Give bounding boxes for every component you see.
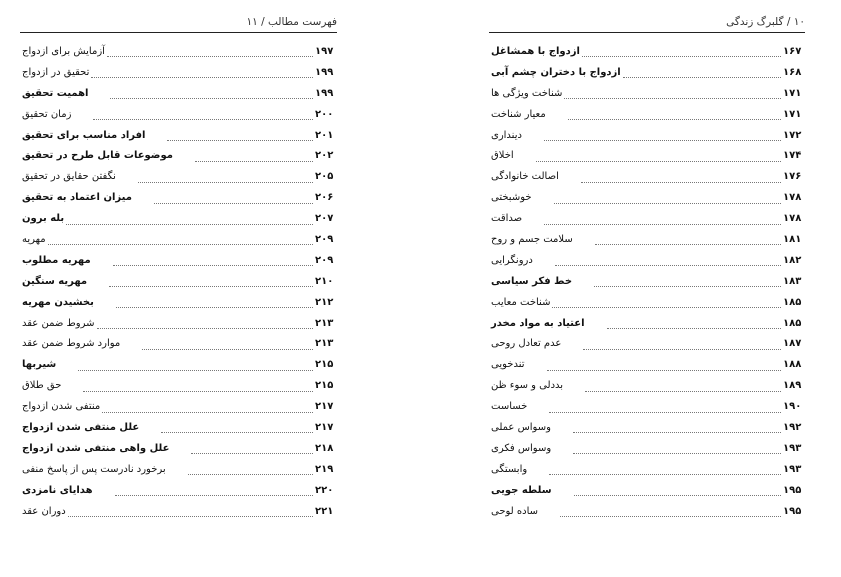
toc-entry-title: وسواس عملی [491,422,551,434]
toc-page-number: ۱۷۴ [783,150,802,162]
dot-leader [167,139,313,141]
toc-entry[interactable] [489,63,805,84]
toc-entry-title: بله برون [22,213,65,225]
table-of-contents [489,42,805,522]
toc-entry-title: حق طلاق [22,380,62,392]
dot-leader [536,160,781,162]
toc-entry-title: علل واهی منتفی شدن ازدواج [22,442,170,454]
toc-entry[interactable] [489,209,805,230]
dot-leader [594,285,781,287]
toc-page-number: ۲۰۷ [315,213,334,225]
dot-leader [582,55,781,57]
toc-entry-title: هدایای نامزدی [22,484,93,496]
dot-leader [623,76,781,78]
dot-leader [191,452,313,454]
toc-entry-title: معیار شناخت [491,108,546,120]
toc-page-number: ۲۱۲ [315,296,334,308]
dot-leader [154,202,313,204]
dot-leader [113,264,313,266]
toc-page-number: ۱۹۹ [315,87,334,99]
dot-leader [68,515,313,517]
toc-entry[interactable] [20,251,337,272]
page-header [20,14,337,33]
dot-leader [549,473,781,475]
toc-page-number: ۱۶۸ [783,66,802,78]
dot-leader [195,160,313,162]
toc-page-number: ۱۷۱ [783,108,802,120]
toc-entry[interactable] [489,167,805,188]
toc-entry[interactable] [20,209,337,230]
toc-entry[interactable] [489,188,805,209]
toc-entry-title: شروط ضمن عقد [22,317,95,329]
toc-entry[interactable] [489,84,805,105]
dot-leader [107,55,313,57]
toc-page-number: ۲۰۲ [315,150,334,162]
toc-page-number: ۲۱۹ [315,463,334,475]
toc-entry[interactable] [20,460,337,481]
toc-entry-title: وابستگی [491,463,528,475]
dot-leader [574,494,781,496]
toc-entry-title: ازدواج با دختران چشم آبی [491,66,621,78]
toc-entry[interactable] [20,314,337,335]
dot-leader [138,181,313,183]
toc-entry-title: وسواس فکری [491,442,552,454]
toc-entry[interactable] [20,146,337,167]
toc-entry-title: اصالت خانوادگی [491,171,559,183]
toc-entry[interactable] [20,376,337,397]
dot-leader [93,118,313,120]
toc-entry[interactable] [489,105,805,126]
toc-page-number: ۱۹۷ [315,46,334,57]
dot-leader [560,515,781,517]
toc-page-number: ۲۰۹ [315,234,334,246]
toc-entry[interactable] [489,334,805,355]
toc-entry-title: شیربها [22,359,57,371]
toc-entry-title: برخورد نادرست پس از پاسخ منفی [22,463,166,475]
page-header-title: ۱۰ / گلبرگ زندگی [726,16,805,28]
toc-entry-title: موضوعات قابل طرح در تحقیق [22,150,173,162]
toc-page-number: ۱۸۱ [783,234,802,246]
toc-page-number: ۲۰۵ [315,171,334,183]
dot-leader [552,306,781,308]
toc-entry[interactable] [489,355,805,376]
toc-page-number: ۱۸۹ [783,380,802,392]
dot-leader [564,97,781,99]
page-header [489,14,805,33]
table-of-contents [20,42,337,522]
toc-entry[interactable] [20,397,337,418]
dot-leader [555,264,781,266]
dot-leader [161,431,313,433]
toc-page-number: ۱۹۳ [783,463,802,475]
toc-entry[interactable] [20,63,337,84]
toc-entry-title: منتفی شدن ازدواج [22,401,101,413]
toc-entry[interactable] [489,502,805,523]
dot-leader [554,202,781,204]
toc-entry[interactable] [20,42,337,63]
toc-page-number: ۱۸۷ [783,338,802,350]
toc-entry[interactable] [20,355,337,376]
toc-entry[interactable] [489,439,805,460]
toc-entry[interactable] [20,481,337,502]
dot-leader [544,223,781,225]
toc-entry[interactable] [489,230,805,251]
toc-page-number: ۱۹۹ [315,66,334,78]
toc-entry[interactable] [20,293,337,314]
toc-entry[interactable] [489,251,805,272]
toc-page-number: ۱۸۵ [783,317,802,329]
toc-page-number: ۲۱۳ [315,317,334,329]
toc-entry-title: آزمایش برای ازدواج [22,46,105,57]
toc-page-number: ۱۹۵ [783,505,802,517]
dot-leader [188,473,313,475]
dot-leader [595,243,781,245]
toc-page-number: ۲۰۶ [315,192,334,204]
toc-entry-title: دینداری [491,129,522,141]
dot-leader [91,76,313,78]
toc-entry[interactable] [20,334,337,355]
toc-entry-title: نگفتن حقایق در تحقیق [22,171,116,183]
dot-leader [115,494,313,496]
toc-entry-title: اعتیاد به مواد مخدر [491,317,585,329]
toc-page-number: ۱۹۲ [783,422,802,434]
toc-page-number: ۲۰۱ [315,129,334,141]
toc-entry-title: موارد شروط ضمن عقد [22,338,121,350]
toc-entry-title: تحقیق در ازدواج [22,66,90,78]
toc-entry[interactable] [489,126,805,147]
toc-page-number: ۱۸۳ [783,275,802,287]
toc-entry-title: بددلی و سوء ظن [491,380,564,392]
toc-page-number: ۲۱۰ [315,275,334,287]
toc-page-number: ۱۸۸ [783,359,802,371]
toc-entry[interactable] [489,293,805,314]
dot-leader [66,223,313,225]
toc-entry-title: سلطه جویی [491,484,552,496]
toc-entry-title: دوران عقد [22,505,66,517]
toc-entry-title: زمان تحقیق [22,108,72,120]
dot-leader [142,348,313,350]
toc-page-number: ۲۰۰ [315,108,334,120]
dot-leader [573,431,781,433]
dot-leader [607,327,781,329]
toc-entry[interactable] [20,272,337,293]
dot-leader [581,181,781,183]
toc-page-number: ۲۱۸ [315,442,334,454]
toc-page-number: ۲۲۱ [315,505,334,517]
toc-entry[interactable] [489,376,805,397]
page-header-title: فهرست مطالب / ۱۱ [246,16,337,28]
toc-page-number: ۱۷۸ [783,213,802,225]
toc-entry-title: مهریه سنگین [22,275,88,287]
toc-entry-title: بخشیدن مهریه [22,296,94,308]
toc-entry-title: عدم تعادل روحی [491,338,562,350]
dot-leader [110,97,313,99]
toc-entry[interactable] [20,439,337,460]
toc-entry[interactable] [20,105,337,126]
toc-entry-title: خط فکر سیاسی [491,275,573,287]
toc-entry-title: درونگرایی [491,254,533,266]
dot-leader [585,390,781,392]
toc-entry[interactable] [489,146,805,167]
toc-page-number: ۱۸۵ [783,296,802,308]
toc-page-number: ۲۰۹ [315,254,334,266]
toc-entry-title: اخلاق [491,150,514,162]
dot-leader [109,285,313,287]
toc-entry-title: سلامت جسم و روح [491,234,573,246]
toc-entry-title: صداقت [491,213,523,225]
toc-entry-title: ازدواج با همشاغل [491,46,580,57]
dot-leader [544,139,781,141]
toc-entry[interactable] [489,460,805,481]
toc-entry[interactable] [20,84,337,105]
toc-page-number: ۱۷۱ [783,87,802,99]
toc-page-number: ۱۸۲ [783,254,802,266]
toc-page-number: ۱۷۶ [783,171,802,183]
toc-entry[interactable] [20,502,337,523]
dot-leader [549,411,781,413]
toc-page-number: ۱۹۰ [783,401,802,413]
toc-page-number: ۲۲۰ [315,484,334,496]
dot-leader [83,390,313,392]
toc-page-number: ۲۱۵ [315,359,334,371]
dot-leader [78,369,313,371]
toc-entry-title: مهریه [22,234,46,246]
toc-entry-title: خساست [491,401,528,413]
toc-entry[interactable] [489,418,805,439]
toc-page-number: ۲۱۳ [315,338,334,350]
toc-entry-title: مهریه مطلوب [22,254,91,266]
toc-entry[interactable] [20,167,337,188]
toc-entry[interactable] [20,418,337,439]
toc-entry-title: شناخت ویژگی ها [491,87,563,99]
dot-leader [583,348,781,350]
toc-entry[interactable] [489,314,805,335]
dot-leader [116,306,313,308]
left-page [20,0,337,577]
dot-leader [102,411,313,413]
toc-entry-title: شناخت معایب [491,296,551,308]
toc-page-number: ۲۱۵ [315,380,334,392]
toc-page-number: ۱۹۵ [783,484,802,496]
toc-entry-title: تندخویی [491,359,525,371]
toc-entry-title: میزان اعتماد به تحقیق [22,192,132,204]
toc-entry[interactable] [489,42,805,63]
toc-page-number: ۲۱۷ [315,401,334,413]
toc-entry-title: علل منتفی شدن ازدواج [22,422,140,434]
toc-page-number: ۱۶۷ [783,46,802,57]
right-page [489,0,805,577]
dot-leader [568,118,781,120]
dot-leader [48,243,313,245]
toc-entry[interactable] [20,230,337,251]
dot-leader [573,452,781,454]
toc-entry-title: افراد مناسب برای تحقیق [22,129,146,141]
toc-entry-title: ساده لوحی [491,505,539,517]
dot-leader [547,369,781,371]
toc-entry[interactable] [489,481,805,502]
toc-page-number: ۱۷۲ [783,129,802,141]
toc-entry[interactable] [489,272,805,293]
toc-entry-title: اهمیت تحقیق [22,87,89,99]
toc-entry[interactable] [20,126,337,147]
toc-page-number: ۲۱۷ [315,422,334,434]
toc-page-number: ۱۹۳ [783,442,802,454]
toc-page-number: ۱۷۸ [783,192,802,204]
toc-entry[interactable] [489,397,805,418]
toc-entry[interactable] [20,188,337,209]
dot-leader [97,327,314,329]
toc-entry-title: خوشبختی [491,192,532,204]
